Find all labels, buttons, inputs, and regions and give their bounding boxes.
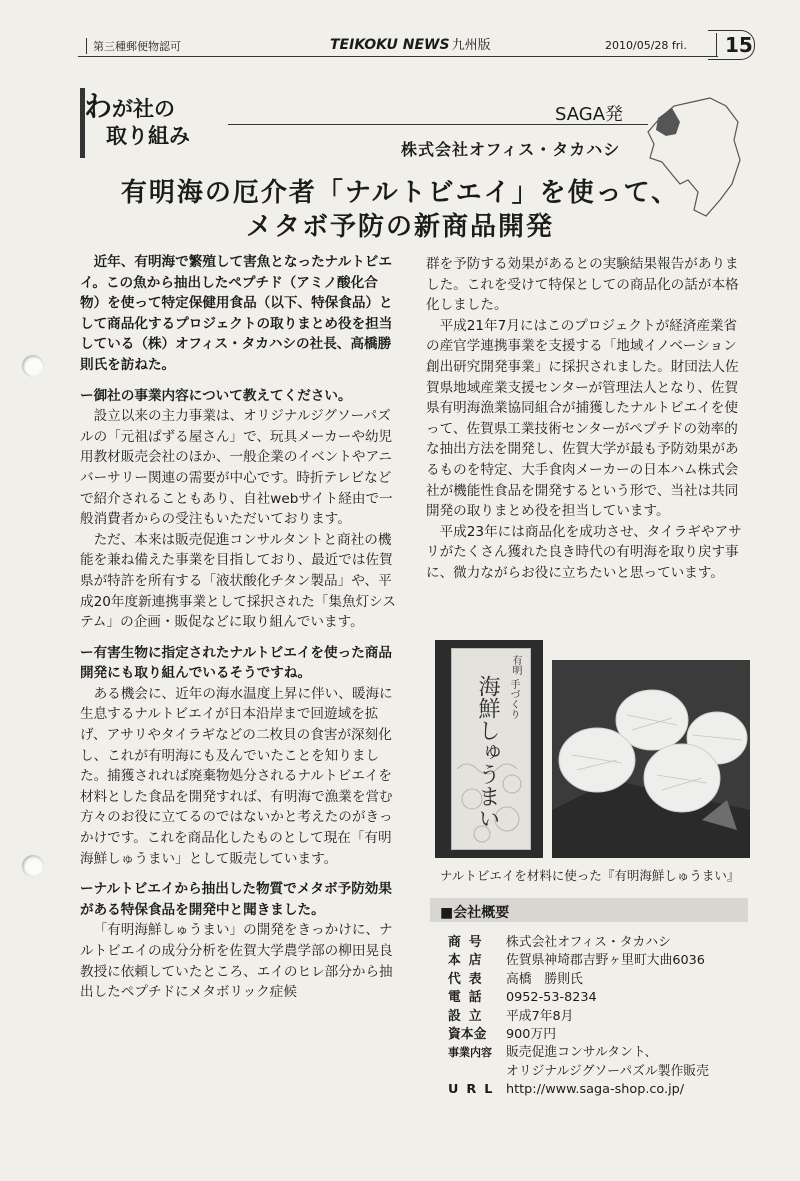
postal-note: 第三種郵便物認可 (86, 38, 181, 54)
answer-3-paragraph-3: 平成23年には商品化を成功させ、タイラギやアサリがたくさん獲れた良き時代の有明海を取り戻す事に、微力ながらお役に立ちたいと思っています。 (426, 523, 742, 581)
answer-3-paragraph-continued: 群を予防する効果があるとの実験結果報告がありました。これを受けて特保としての商品化の話が本格化しました。 (426, 256, 739, 314)
profile-heading: ■会社概要 (440, 905, 510, 921)
article-column-right (426, 254, 748, 584)
profile-value: 高橋 勝則氏 (506, 971, 583, 987)
article-column-left (80, 252, 398, 1003)
interview-question-3: ーナルトビエイから抽出した物質でメタボ予防効果がある特保食品を開発中と聞きました。 (80, 881, 392, 918)
package-product-name: 海鮮しゅうまい (475, 675, 500, 829)
headline-line2: メタボ予防の新商品開発 (245, 212, 554, 242)
region-label: SAGA発 (555, 104, 624, 125)
profile-row (448, 1008, 709, 1026)
profile-label: 事業内容 (448, 1046, 492, 1060)
profile-row (448, 1026, 709, 1044)
profile-row (448, 989, 709, 1007)
profile-label (448, 1063, 506, 1081)
interview-question-2: ー有害生物に指定されたナルトビエイを使った商品開発にも取り組んでいるそうですね。 (80, 644, 392, 682)
profile-row (448, 952, 709, 970)
corner-title-initial: わ (84, 90, 113, 123)
profile-row (448, 1063, 709, 1081)
profile-row (448, 1044, 709, 1062)
profile-label: 本店 (448, 953, 490, 969)
profile-value: 株式会社オフィス・タカハシ (506, 935, 671, 950)
answer-1-paragraph-1: 設立以来の主力事業は、オリジナルジグソーパズルの「元祖ぱずる屋さん」で、玩具メーカーや幼児用教材販売会社のほか、一般企業のイベントやアニバーサリー関連の需要が中心です。時折テレビなどで紹介されることもあり、自社webサイト経由で一般消費者からの受注もいただいております。 (80, 408, 393, 528)
profile-label: 代表 (448, 971, 490, 987)
photo-caption: ナルトビエイを材料に使った『有明海鮮しゅうまい』 (440, 868, 740, 883)
profile-value: オリジナルジグソーパズル製作販売 (506, 1063, 709, 1079)
answer-3-paragraph-2: 平成21年7月にはこのプロジェクトが経済産業省の産官学連携事業を支援する「地域イノベーション創出研究開発事業」に採択されました。財団法人佐賀県地域産業支援センターが管理法人となり、佐賀県有明海漁業協同組合が捕獲したナルトビエイを使って、佐賀県工業技術センターがペプチドの効率的な抽出方法を開発し、佐賀大学が最も予防効果があるものを特定、大手食肉メーカーの日本ハム株式会社が機能性食品を開発するという形で、当社は共同開発の取りまとめ役を担当しています。 (426, 317, 739, 520)
interview-question-1: ー御社の事業内容について教えてください。 (80, 387, 352, 404)
package-text-tezukuri: 手づくり (508, 679, 519, 719)
corner-title (84, 90, 190, 149)
page-number: 15 (716, 33, 753, 57)
profile-label: URL (448, 1082, 501, 1098)
binder-hole-bottom (22, 855, 44, 877)
company-profile (448, 934, 709, 1100)
headline-line1: 有明海の厄介者「ナルトビエイ」を使って、 (120, 178, 680, 208)
corner-title-line1: が社の (112, 97, 176, 121)
article-lead: 近年、有明海で繁殖して害魚となったナルトビエイ。この魚から抽出したペプチド（アミノ酸化合物）を使って特定保健用食品（以下、特保食品）として商品化するプロジェクトの取りまとめ役を担当している（株）オフィス・タカハシの社長、高橋勝則氏を訪ねた。 (80, 254, 393, 373)
corner-title-line2: 取り組み (106, 123, 190, 148)
region-rule (228, 124, 648, 125)
profile-label: 電話 (448, 990, 490, 1006)
shumai-image (552, 660, 750, 858)
binder-hole-top (22, 355, 44, 377)
profile-url: http://www.saga-shop.co.jp/ (506, 1082, 685, 1098)
edition-label: 九州版 (451, 38, 491, 53)
profile-value: 販売促進コンサルタント、 (506, 1045, 658, 1061)
profile-value: 佐賀県神埼郡吉野ヶ里町大曲6036 (506, 953, 705, 969)
company-name-heading: 株式会社オフィス・タカハシ (401, 140, 621, 159)
product-package-photo (435, 640, 543, 858)
profile-label: 資本金 (448, 1027, 487, 1043)
answer-1-paragraph-2: ただ、本来は販売促進コンサルタントと商社の機能を兼ね備えた事業を目指しており、最近では佐賀県が特許を所有する「液状酸化チタン製品」や、平成20年度新連携事業として採択された「集魚灯システム」の企画・販促などに取り組んでいます。 (80, 531, 396, 631)
issue-date: 2010/05/28 fri. (605, 39, 687, 52)
profile-row (448, 1081, 709, 1099)
answer-3-paragraph-1: 「有明海鮮しゅうまい」の開発をきっかけに、ナルトビエイの成分分析を佐賀大学農学部の柳田晃良教授に依頼していたところ、エイのヒレ部分から抽出したペプチドにメタボリック症候 (80, 922, 393, 1001)
profile-label: 設立 (448, 1008, 490, 1024)
package-label (451, 648, 531, 850)
header-rule (78, 56, 718, 57)
shumai-photo (552, 660, 750, 858)
profile-label: 商号 (448, 935, 490, 950)
publication-title: TEIKOKU NEWS (330, 37, 450, 53)
profile-row (448, 934, 709, 952)
profile-value: 900万円 (506, 1027, 557, 1043)
package-text-ariake: 有明 (510, 655, 521, 675)
profile-value: 0952-53-8234 (506, 990, 597, 1006)
profile-value: 平成7年8月 (506, 1008, 574, 1024)
profile-row (448, 971, 709, 989)
answer-2-paragraph-1: ある機会に、近年の海水温度上昇に伴い、暖海に生息するナルトビエイが日本沿岸まで回遊域を拡げ、アサリやタイラギなどの二枚貝の食害が深刻化し、これが有明海にも及んでいたことを知りました。捕獲されれば廃棄物処分されるナルトビエイを材料とした食品を開発すれば、有明海で漁業を営む方々のお役に立てるのではないかと考えたのがきっかけです。これを商品化したものとして現在「有明海鮮しゅうまい」として販売しています。 (80, 685, 393, 867)
publication-name (330, 34, 491, 53)
